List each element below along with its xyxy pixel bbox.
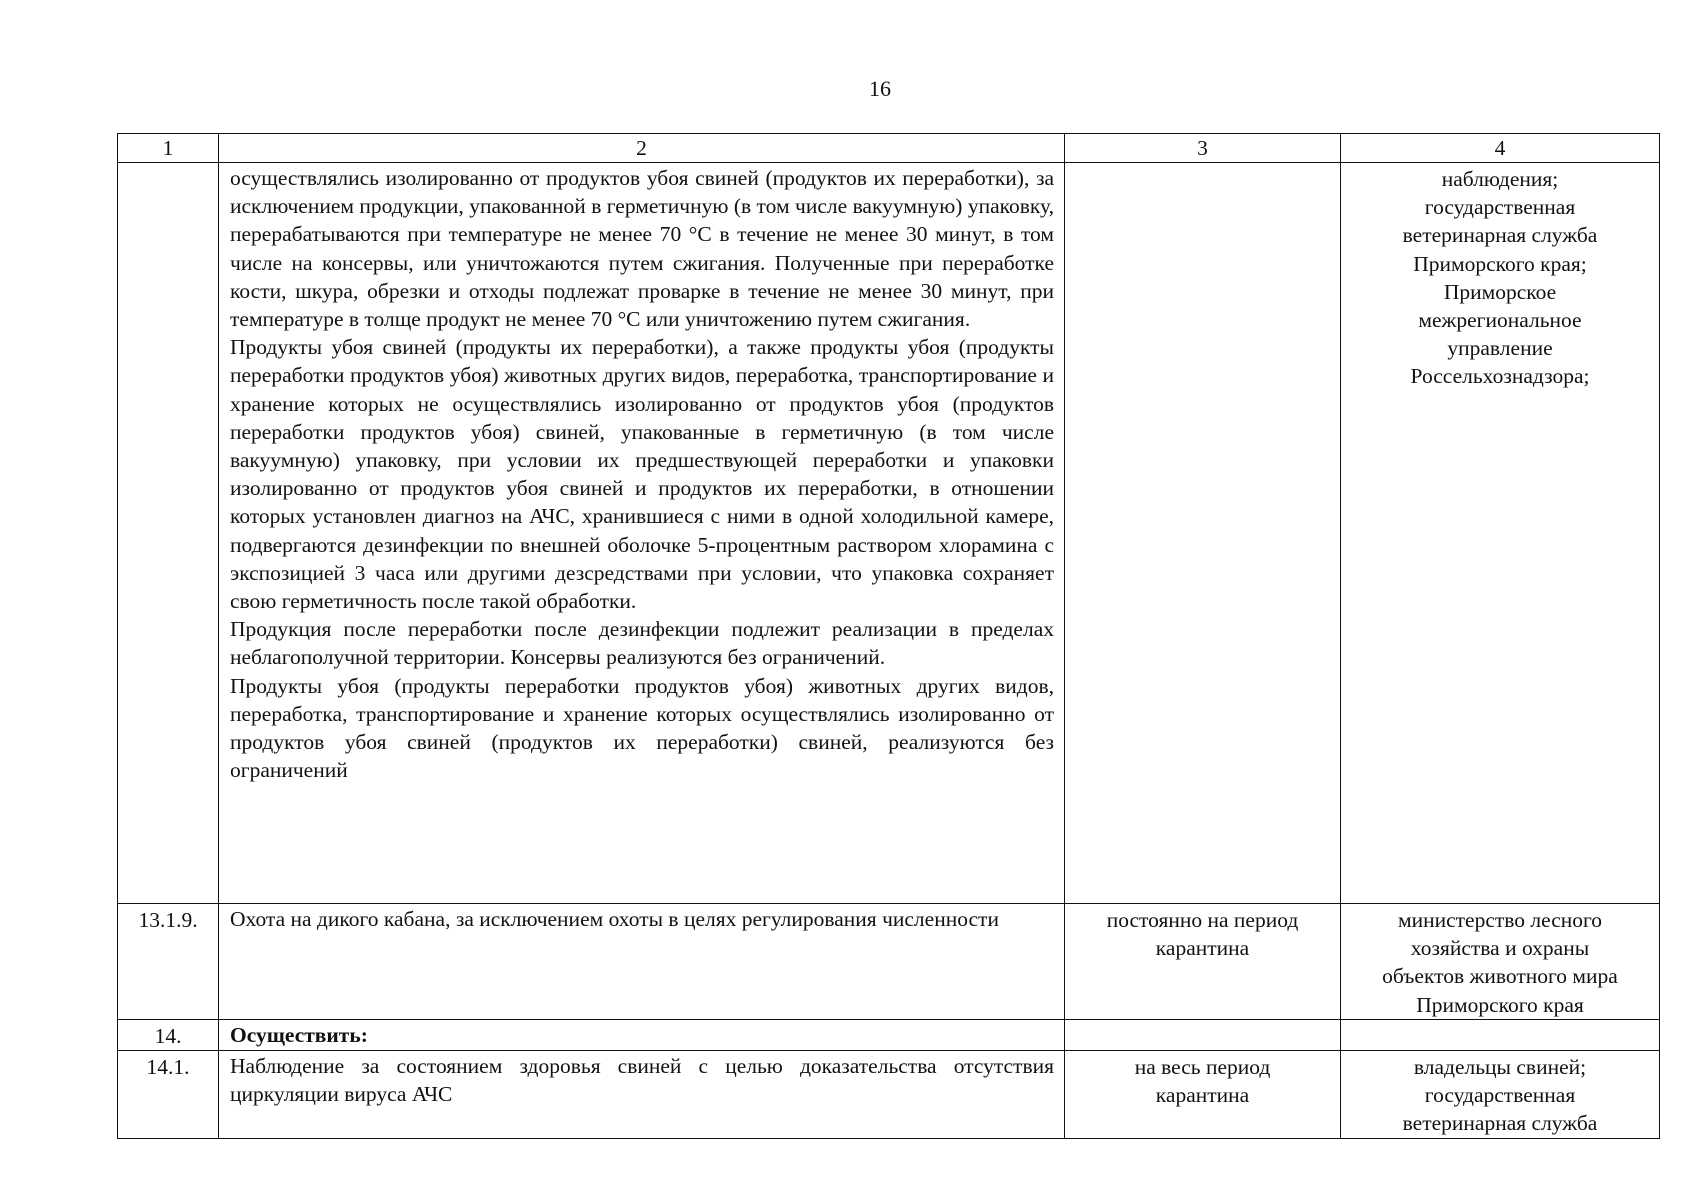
period-line: карантина [1155, 936, 1250, 961]
row-description [219, 163, 1065, 904]
responsible-line: объектов животного мира [1382, 964, 1618, 989]
table-row-14-1 [118, 1051, 1660, 1139]
period-line: карантина [1155, 1083, 1250, 1108]
period-line: на весь период [1134, 1055, 1271, 1080]
description-paragraph: осуществлялись изолированно от продуктов убоя свиней (продуктов их переработки), за исключением продукции, упакованной в герметичную (в том числе вакуумную) упаковку, перерабатываются при температуре не менее 70 °C в течение не менее 30 минут, в том числе на консервы, или уничтожаются путем сжигания. Полученные при переработке кости, шкура, обрезки и отходы подлежат проварке в течение не менее 30 минут, при температуре в толще продукт не менее 70 °C или уничтожению путем сжигания. [230, 166, 1054, 332]
description-paragraph: Охота на дикого кабана, за исключением охоты в целях регулирования численности [230, 907, 999, 931]
responsible-line: государственная [1424, 1083, 1576, 1108]
responsible-line: хозяйства и охраны [1410, 936, 1590, 961]
row-description [219, 1051, 1065, 1139]
header-col-3: 3 [1065, 134, 1341, 163]
row-period [1065, 1051, 1341, 1139]
responsible-line: межрегиональное [1418, 308, 1582, 333]
table-row-14 [118, 1019, 1660, 1050]
row-description [219, 904, 1065, 1020]
responsible-line: министерство лесного [1397, 908, 1603, 932]
row-period [1065, 904, 1341, 1020]
row-number: 14. [118, 1019, 219, 1050]
header-col-4: 4 [1341, 134, 1660, 163]
responsible-line: Россельхознадзора; [1410, 364, 1590, 389]
responsible-line: Приморское [1443, 279, 1557, 304]
row-description: Осуществить: [219, 1019, 1065, 1050]
header-col-2: 2 [219, 134, 1065, 163]
table-row-continuation [118, 163, 1660, 904]
table-header-row [118, 134, 1660, 163]
responsible-line: ветеринарная служба [1402, 223, 1598, 248]
measures-table [117, 133, 1660, 1139]
row-period [1065, 163, 1341, 904]
description-paragraph: Продукция после переработки после дезинфекции подлежит реализации в пределах неблагополучной территории. Консервы реализуются без ограничений. [230, 617, 1054, 670]
header-col-1: 1 [118, 134, 219, 163]
description-paragraph: Продукты убоя свиней (продукты их переработки), а также продукты убоя (продукты переработки продуктов убоя) животных других видов, переработка, транспортирование и хранение которых не осуществлялись изолированно от продуктов убоя (продуктов переработки продуктов убоя) свиней, упакованные в герметичную (в том числе вакуумную) упаковку, при условии их предшествующей переработки и упаковки изолированно от продуктов убоя свиней и продуктов их переработки, в отношении которых установлен диагноз на АЧС, хранившиеся с ними в одной холодильной камере, подвергаются дезинфекции по внешней оболочке 5-процентным раствором хлорамина с экспозицией 3 часа или другими дезсредствами при условии, что упаковка сохраняет свою герметичность после такой обработки. [230, 335, 1054, 614]
row-number [118, 163, 219, 904]
page-number: 16 [869, 76, 891, 101]
row-responsible [1341, 1019, 1660, 1050]
responsible-line: ветеринарная служба [1402, 1111, 1598, 1136]
description-paragraph: Продукты убоя (продукты переработки продуктов убоя) животных других видов, переработка, транспортирование и хранение которых осуществлялись изолированно от продуктов убоя свиней (продуктов их переработки) свиней, реализуются без ограничений [230, 673, 1054, 783]
responsible-line: Приморского края [1416, 992, 1584, 1017]
row-responsible [1341, 904, 1660, 1020]
responsible-line: Приморского края; [1413, 251, 1587, 276]
period-line: постоянно на период [1106, 908, 1299, 932]
responsible-line: государственная [1424, 195, 1576, 220]
responsible-line: управление [1447, 336, 1553, 361]
row-number: 13.1.9. [118, 904, 219, 1020]
row-number: 14.1. [118, 1051, 219, 1139]
description-paragraph: Наблюдение за состоянием здоровья свиней с целью доказательства отсутствия циркуляции вируса АЧС [230, 1054, 1054, 1107]
responsible-line: владельцы свиней; [1413, 1055, 1587, 1080]
responsible-line: наблюдения; [1441, 167, 1559, 191]
table-row-13-1-9 [118, 904, 1660, 1020]
row-period [1065, 1019, 1341, 1050]
row-responsible [1341, 1051, 1660, 1139]
row-responsible [1341, 163, 1660, 904]
